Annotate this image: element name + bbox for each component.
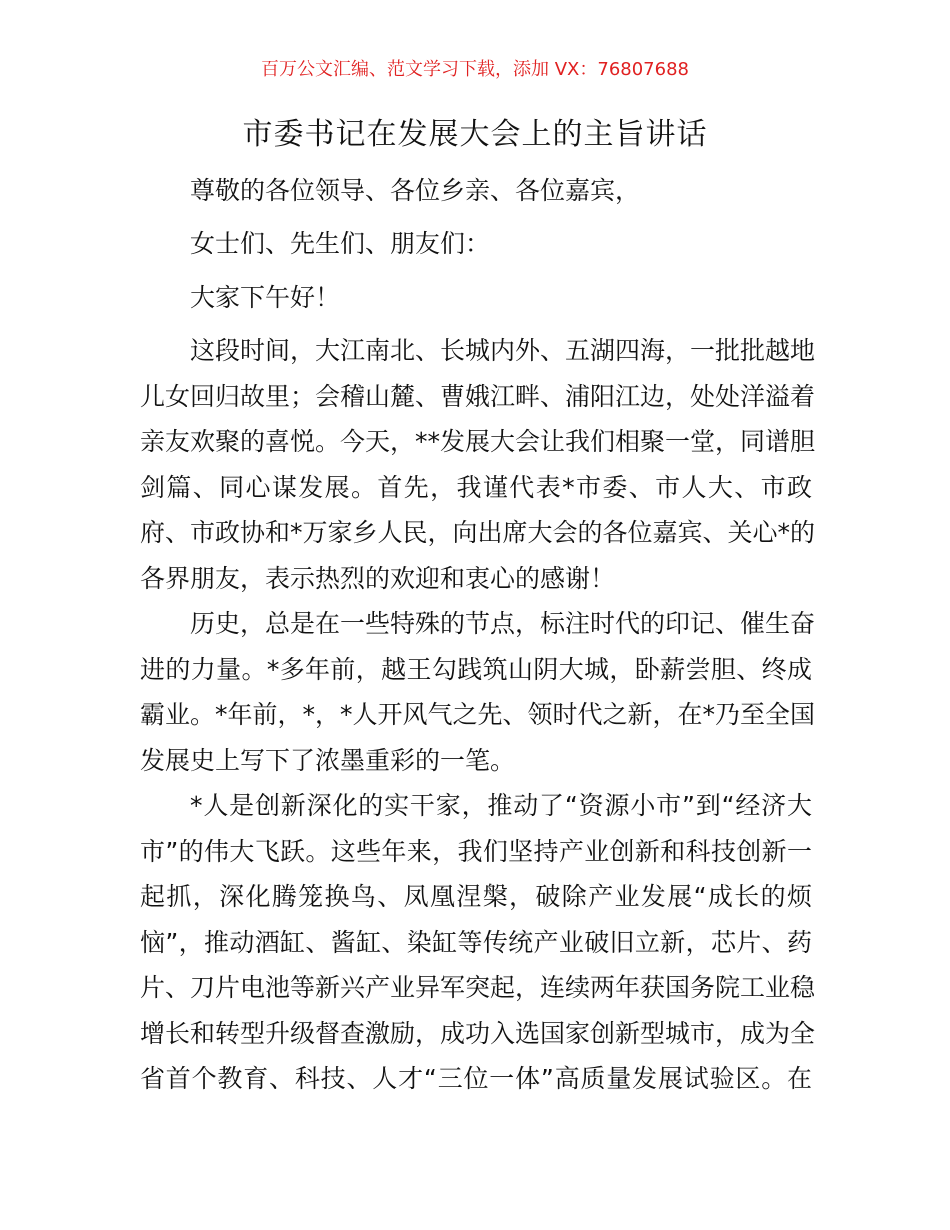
- paragraph-line: 历史，总是在一些特殊的节点，标注时代的印记、催生奋: [190, 609, 816, 638]
- paragraph-line: 市”的伟大飞跃。这些年来，我们坚持产业创新和科技创新一: [140, 836, 812, 866]
- paragraph-line: 恼”，推动酒缸、酱缸、染缸等传统产业破旧立新，芯片、药: [140, 927, 812, 957]
- paragraph-line: 各界朋友，表示热烈的欢迎和衷心的感谢！: [140, 563, 616, 593]
- paragraph-line: 增长和转型升级督查激励，成功入选国家创新型城市，成为全: [140, 1018, 816, 1048]
- paragraph-line: 片、刀片电池等新兴产业异军突起，连续两年获国务院工业稳: [140, 973, 816, 1002]
- paragraph-line: 起抓，深化腾笼换鸟、凤凰涅槃，破除产业发展“成长的烦: [140, 882, 812, 911]
- paragraph-line: *人是创新深化的实干家，推动了“资源小市”到“经济大: [190, 791, 812, 820]
- paragraph-line: 亲友欢聚的喜悦。今天，**发展大会让我们相聚一堂，同谱胆: [140, 427, 816, 456]
- greeting-line: 尊敬的各位领导、各位乡亲、各位嘉宾，: [190, 176, 641, 205]
- paragraph-line: 省首个教育、科技、人才“三位一体”高质量发展试验区。在: [140, 1064, 812, 1093]
- paragraph-line: 剑篇、同心谋发展。首先，我谨代表*市委、市人大、市政: [140, 472, 812, 502]
- paragraph-line: 儿女回归故里；会稽山麓、曹娥江畔、浦阳江边，处处洋溢着: [140, 381, 816, 411]
- watermark-banner: 百万公文汇编、范文学习下载，添加 VX：76807688: [261, 59, 689, 80]
- paragraph-line: 进的力量。*多年前，越王勾践筑山阴大城，卧薪尝胆、终成: [140, 654, 812, 684]
- document-title: 市委书记在发展大会上的主旨讲话: [242, 117, 708, 152]
- greeting-line: 大家下午好！: [190, 283, 341, 312]
- greeting-line: 女士们、先生们、朋友们：: [190, 229, 491, 258]
- paragraph-line: 发展史上写下了浓墨重彩的一笔。: [140, 745, 516, 775]
- paragraph-line: 府、市政协和*万家乡人民，向出席大会的各位嘉宾、关心*的: [140, 518, 816, 547]
- paragraph-line: 霸业。*年前，*，*人开风气之先、领时代之新，在*乃至全国: [140, 700, 816, 729]
- paragraph-line: 这段时间，大江南北、长城内外、五湖四海，一批批越地: [190, 336, 816, 365]
